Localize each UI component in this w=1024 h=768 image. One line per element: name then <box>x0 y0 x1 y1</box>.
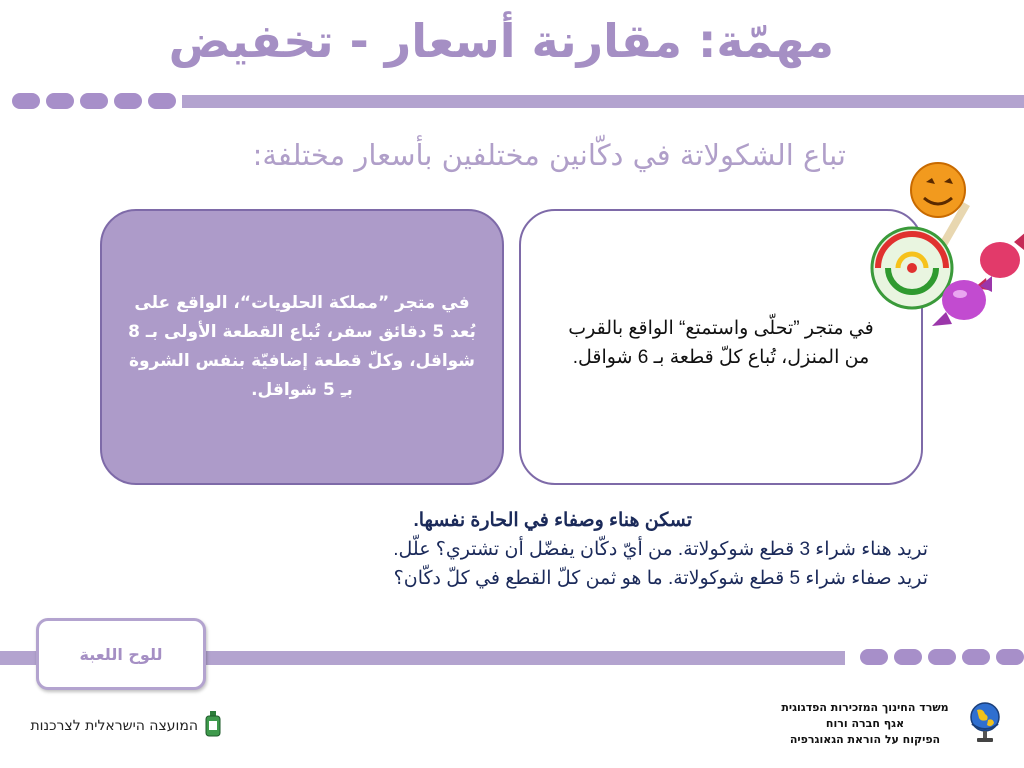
back-to-board-button[interactable]: للوح اللعبة <box>36 618 206 690</box>
ministry-line-3: הפיקוח על הוראת הגאוגרפיה <box>789 733 941 746</box>
title-underline-bar <box>182 95 1024 108</box>
consumer-council-logo <box>22 708 222 744</box>
ministry-credit <box>770 700 960 748</box>
dot <box>114 93 142 109</box>
bottle-icon <box>204 711 222 741</box>
dot <box>80 93 108 109</box>
store-box-right <box>519 209 923 485</box>
globe-icon <box>968 700 1002 748</box>
question-text-block <box>268 506 928 593</box>
question-line-1: تريد هناء شراء 3 قطع شوكولاتة. من أيّ دكّان يفضّل أن تشتري؟ علّل. <box>393 539 928 560</box>
candy-decoration-icon <box>868 158 1024 352</box>
slide-title: مهمّة: مقارنة أسعار - تخفيض <box>168 14 834 68</box>
council-name: המועצה הישראלית לצרכנות <box>30 718 198 734</box>
ministry-line-1: משרד החינוך המזכירות הפדגוגית <box>781 701 949 714</box>
store-box-left <box>100 209 504 485</box>
dot <box>928 649 956 665</box>
dot <box>148 93 176 109</box>
slide-subtitle: تباع الشكولاتة في دكّانين مختلفين بأسعار مختلفة: <box>252 138 846 172</box>
question-heading: تسكن هناء وصفاء في الحارة نفسها. <box>413 510 692 531</box>
decorative-dots-top <box>12 93 176 109</box>
ministry-line-2: אגף חברה ורוח <box>825 717 905 730</box>
dot <box>996 649 1024 665</box>
decorative-dots-bottom <box>860 649 1024 665</box>
store-right-text: في متجر ”تحلّى واستمتع“ الواقع بالقرب من المنزل، تُباع كلّ قطعة بـ 6 شواقل. <box>568 318 874 368</box>
dot <box>860 649 888 665</box>
dot <box>46 93 74 109</box>
question-line-2: تريد صفاء شراء 5 قطع شوكولاتة. ما هو ثمن كلّ القطع في كلّ دكّان؟ <box>393 568 928 589</box>
dot <box>894 649 922 665</box>
store-left-text: في متجر ”مملكة الحلويات“، الواقع على بُعد 5 دقائق سفر، تُباع القطعة الأولى بـ 8 شواقل، وكلّ قطعة إضافيّة بنفس الشروة بـِ 5 شواقل. <box>128 293 476 400</box>
dot <box>962 649 990 665</box>
dot <box>12 93 40 109</box>
